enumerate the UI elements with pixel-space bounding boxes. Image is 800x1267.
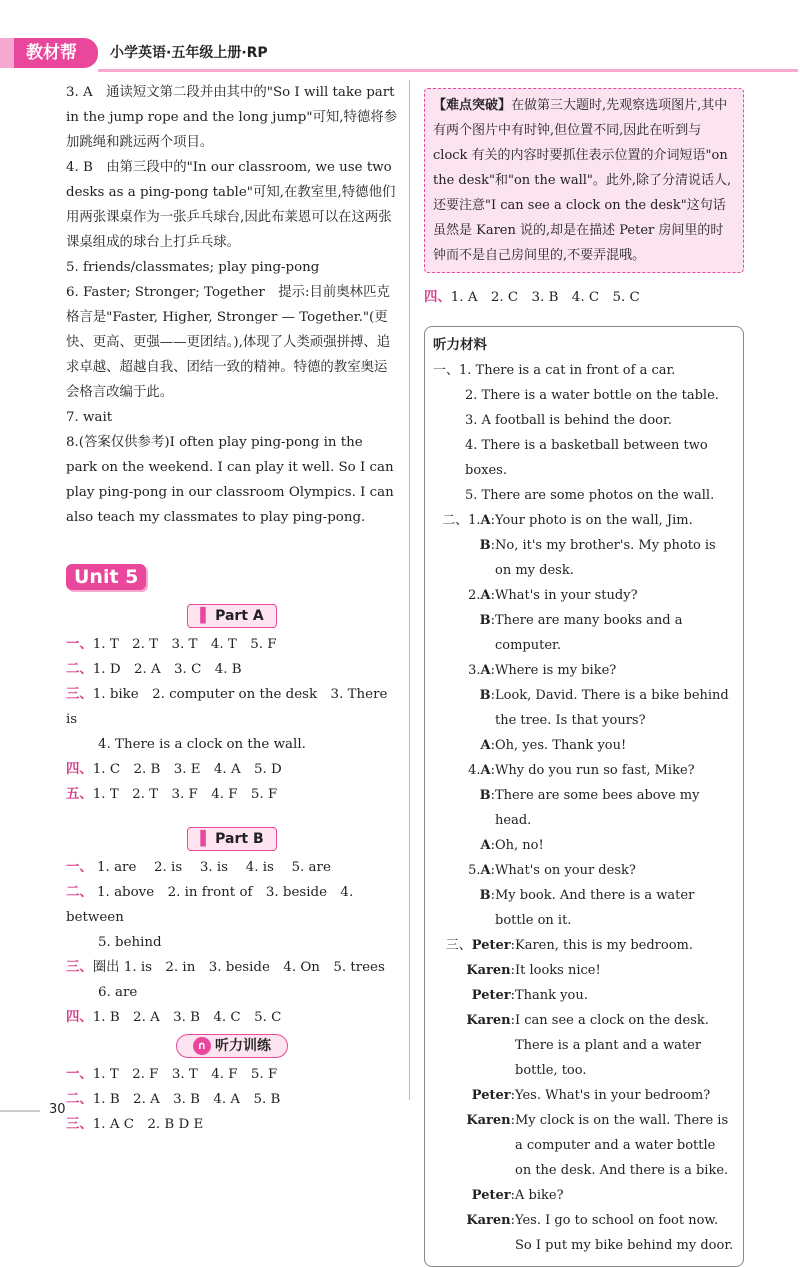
colon: : bbox=[490, 763, 495, 778]
answer-row bbox=[66, 1112, 398, 1137]
dialogue-line bbox=[433, 733, 735, 758]
material-line bbox=[433, 383, 735, 408]
dialogue-label bbox=[433, 833, 495, 858]
answers-list bbox=[66, 80, 398, 530]
dialogue-line bbox=[433, 1008, 735, 1083]
question-number: 3. bbox=[468, 663, 481, 678]
dialogue-label bbox=[433, 858, 495, 883]
section-number: 二、 bbox=[66, 884, 93, 900]
dialogue-label bbox=[433, 1083, 515, 1108]
answer-row bbox=[66, 757, 398, 782]
left-column bbox=[66, 80, 398, 1137]
dialogue-label bbox=[433, 658, 495, 683]
section-number: 四、 bbox=[66, 761, 93, 777]
part-a-label: Part A bbox=[215, 608, 264, 624]
colon: : bbox=[510, 963, 515, 978]
dialogue-label bbox=[433, 1008, 515, 1083]
dialogue-line bbox=[433, 883, 735, 933]
speaker: B bbox=[479, 538, 491, 553]
part-a-title bbox=[187, 604, 277, 628]
answer-text: 1. C 2. B 3. E 4. A 5. D bbox=[92, 762, 282, 777]
answer-item: 5. friends/classmates; play ping-pong bbox=[66, 260, 320, 275]
book-title: 小学英语·五年级上册·RP bbox=[110, 45, 268, 61]
dialogue-label bbox=[433, 783, 495, 833]
dialogue-line bbox=[433, 1208, 735, 1258]
listening-material-title: 听力材料 bbox=[433, 337, 487, 353]
speaker: A bbox=[480, 838, 491, 853]
dialogue-line bbox=[433, 783, 735, 833]
listening-answers bbox=[66, 1062, 398, 1137]
footer-rule bbox=[0, 1110, 40, 1112]
flag-icon: ▌ bbox=[200, 831, 212, 847]
section-number: 一、 bbox=[433, 363, 460, 378]
speaker: A bbox=[480, 513, 491, 528]
question-number: 5. bbox=[468, 863, 481, 878]
dialogue-text: My clock is on the wall. There is a computer and a water bottle on the desk. And there is a bike. bbox=[515, 1113, 729, 1178]
speaker: Karen bbox=[466, 1013, 511, 1028]
dialogue-line bbox=[433, 683, 735, 733]
dialogue-line bbox=[433, 1183, 735, 1208]
dialogue-label bbox=[433, 733, 495, 758]
colon: : bbox=[510, 1088, 515, 1103]
answer-text: 1. above 2. in front of 3. beside 4. between bbox=[66, 885, 354, 925]
answer-row bbox=[66, 930, 398, 955]
right-column bbox=[424, 88, 744, 1267]
dialogue-text: It looks nice! bbox=[515, 963, 601, 978]
dialogue-label bbox=[433, 683, 495, 733]
colon: : bbox=[510, 1113, 515, 1128]
speaker: A bbox=[480, 663, 491, 678]
answer-text: 1. T 2. F 3. T 4. F 5. F bbox=[92, 1067, 278, 1082]
answer-text: 1. D 2. A 3. C 4. B bbox=[92, 662, 242, 677]
colon: : bbox=[490, 663, 495, 678]
material-text: 3. A football is behind the door. bbox=[465, 413, 672, 428]
dialogue-text: Thank you. bbox=[515, 988, 588, 1003]
dialogue-text: Your photo is on the wall, Jim. bbox=[495, 513, 693, 528]
material-text: 1. There is a cat in front of a car. bbox=[459, 363, 676, 378]
colon: : bbox=[490, 588, 495, 603]
answer-row bbox=[66, 632, 398, 657]
part-b-title bbox=[187, 827, 277, 851]
answer-text: 4. There is a clock on the wall. bbox=[98, 737, 306, 752]
section-number: 一、 bbox=[66, 1066, 93, 1082]
section-number: 五、 bbox=[66, 786, 93, 802]
colon: : bbox=[490, 788, 495, 803]
answer-item: 4. B 由第三段中的"In our classroom, we use two desks as a ping-pong table"可知,在教室里,特德他们用两张课桌作为一张乒乓球台,因此布莱恩可以在这两张课桌组成的球台上打乒乓球。 bbox=[66, 160, 396, 250]
speaker: Karen bbox=[466, 963, 511, 978]
dialogue-text: A bike? bbox=[515, 1188, 564, 1203]
part-b-answers bbox=[66, 855, 398, 1030]
dialogue-label bbox=[433, 1108, 515, 1183]
brand-logo: 教材帮 bbox=[0, 38, 98, 68]
answer-text: 1. T 2. T 3. T 4. T 5. F bbox=[92, 637, 277, 652]
answer-row bbox=[66, 682, 398, 732]
section-number: 二、 bbox=[442, 513, 469, 528]
dialogue-line bbox=[433, 933, 735, 958]
dialogue-line bbox=[433, 758, 735, 783]
speaker: A bbox=[480, 763, 491, 778]
header-rule bbox=[98, 69, 798, 72]
dialogue-text: What's in your study? bbox=[495, 588, 638, 603]
speaker: A bbox=[480, 738, 491, 753]
listening-material-box bbox=[424, 326, 744, 1267]
answer-item: 6. Faster; Stronger; Together 提示:目前奥林匹克格言是"Faster, Higher, Stronger — Together."(更快、更高、更强——更团结。),体现了人类顽强拼搏、追求卓越、超越自我、团结一致的精神。特德的教室奥运会格言改编于此。 bbox=[66, 285, 391, 400]
speaker: B bbox=[479, 888, 491, 903]
dialogue-text: Why do you run so fast, Mike? bbox=[495, 763, 695, 778]
answer-text: 1. T 2. T 3. F 4. F 5. F bbox=[92, 787, 278, 802]
speaker: Peter bbox=[471, 1188, 511, 1203]
dialogue-text: My book. And there is a water bottle on it. bbox=[495, 888, 695, 928]
question-number: 1. bbox=[468, 513, 481, 528]
dialogue-line bbox=[433, 1108, 735, 1183]
dialogue-label bbox=[433, 1208, 515, 1258]
speaker: B bbox=[479, 788, 491, 803]
material-text: 5. There are some photos on the wall. bbox=[465, 488, 715, 503]
speaker: Karen bbox=[466, 1113, 511, 1128]
dialogue-line bbox=[433, 658, 735, 683]
section-number: 二、 bbox=[66, 661, 93, 677]
dialogue-label bbox=[433, 933, 515, 958]
dialogue-line bbox=[433, 508, 735, 533]
listening-title bbox=[176, 1034, 288, 1058]
answer-row bbox=[66, 855, 398, 880]
dialogue-text: Yes. What's in your bedroom? bbox=[515, 1088, 711, 1103]
answer-row bbox=[66, 880, 398, 930]
answer-row bbox=[66, 782, 398, 807]
dialogue-text: There are many books and a computer. bbox=[495, 613, 683, 653]
dialogue-text: Karen, this is my bedroom. bbox=[515, 938, 693, 953]
section-number: 三、 bbox=[66, 959, 93, 975]
answer-text: 1. A C 2. B D E bbox=[92, 1117, 204, 1132]
answer-text: 5. behind bbox=[98, 935, 162, 950]
part-a-answers bbox=[66, 632, 398, 807]
speaker: B bbox=[479, 613, 491, 628]
dialogue-text: Where is my bike? bbox=[495, 663, 617, 678]
colon: : bbox=[510, 1213, 515, 1228]
column-divider bbox=[409, 80, 410, 1100]
speaker: Peter bbox=[471, 938, 511, 953]
material-text: 2. There is a water bottle on the table. bbox=[465, 388, 719, 403]
dialogue-line bbox=[433, 833, 735, 858]
dialogue-text: Look, David. There is a bike behind the tree. Is that yours? bbox=[495, 688, 729, 728]
answer-text: 圈出 1. is 2. in 3. beside 4. On 5. trees bbox=[92, 960, 385, 975]
dialogue-line bbox=[433, 958, 735, 983]
section-number: 四、 bbox=[66, 1009, 93, 1025]
tip-title: 【难点突破】 bbox=[433, 98, 512, 113]
answer-row bbox=[66, 980, 398, 1005]
dialogue-line bbox=[433, 608, 735, 658]
speaker: B bbox=[479, 688, 491, 703]
dialogue-label bbox=[433, 608, 495, 658]
colon: : bbox=[490, 863, 495, 878]
answer-text: 1. A 2. C 3. B 4. C 5. C bbox=[450, 290, 640, 305]
material-line bbox=[433, 358, 735, 383]
material-line bbox=[433, 408, 735, 433]
answer-row bbox=[66, 955, 398, 980]
dialogue-line bbox=[433, 533, 735, 583]
page-header bbox=[0, 38, 800, 74]
dialogue-text: I can see a clock on the desk. There is a plant and a water bottle, too. bbox=[515, 1013, 709, 1078]
dialogue-text: There are some bees above my head. bbox=[495, 788, 700, 828]
material-line bbox=[433, 433, 735, 483]
dialogue-label bbox=[433, 508, 495, 533]
answer-four bbox=[424, 285, 744, 310]
page-number: 30 bbox=[49, 1102, 66, 1117]
answer-text: 6. are bbox=[98, 985, 138, 1000]
flag-icon: ▌ bbox=[200, 608, 212, 624]
answer-text: 1. are 2. is 3. is 4. is 5. are bbox=[92, 860, 331, 875]
dialogue-text: Oh, no! bbox=[495, 838, 544, 853]
answer-row bbox=[66, 1087, 398, 1112]
material-text: 4. There is a basketball between two boxes. bbox=[465, 438, 708, 478]
colon: : bbox=[490, 888, 495, 903]
colon: : bbox=[490, 838, 495, 853]
dialogue-label bbox=[433, 758, 495, 783]
question-number: 4. bbox=[468, 763, 481, 778]
speaker: A bbox=[480, 588, 491, 603]
section-number: 一、 bbox=[66, 859, 93, 875]
section-number: 四、 bbox=[424, 289, 451, 305]
material-part-3 bbox=[433, 933, 735, 1258]
tip-box bbox=[424, 88, 744, 273]
headphones-icon: ∩ bbox=[193, 1037, 211, 1055]
answer-text: 1. B 2. A 3. B 4. C 5. C bbox=[92, 1010, 282, 1025]
answer-text: 1. bike 2. computer on the desk 3. There is bbox=[66, 687, 388, 727]
answer-row bbox=[66, 657, 398, 682]
dialogue-label bbox=[433, 533, 495, 583]
question-number: 2. bbox=[468, 588, 481, 603]
answer-row bbox=[66, 1062, 398, 1087]
speaker: Karen bbox=[466, 1213, 511, 1228]
colon: : bbox=[490, 513, 495, 528]
dialogue-label bbox=[433, 958, 515, 983]
colon: : bbox=[490, 613, 495, 628]
material-line bbox=[433, 483, 735, 508]
colon: : bbox=[510, 938, 515, 953]
section-number: 三、 bbox=[66, 1116, 93, 1132]
answer-row bbox=[66, 732, 398, 757]
material-part-2 bbox=[433, 508, 735, 933]
colon: : bbox=[510, 1188, 515, 1203]
dialogue-line bbox=[433, 1083, 735, 1108]
dialogue-label bbox=[433, 583, 495, 608]
dialogue-text: What's on your desk? bbox=[495, 863, 636, 878]
tip-text: 在做第三大题时,先观察选项图片,其中有两个图片中有时钟,但位置不同,因此在听到与 clock 有关的内容时要抓住表示位置的介词短语"on the desk"和"on the wall"。此外,除了分清说话人,还要注意"I can see a clock on the desk"这句话虽然是 Karen 说的,却是在描述 Peter 房间里的时钟而不是自己房间里的,不要弄混哦。 bbox=[433, 98, 732, 263]
dialogue-label bbox=[433, 883, 495, 933]
colon: : bbox=[510, 1013, 515, 1028]
speaker: Peter bbox=[471, 1088, 511, 1103]
section-number: 三、 bbox=[66, 686, 93, 702]
material-part-1 bbox=[433, 358, 735, 508]
answer-item: 3. A 通读短文第二段并由其中的"So I will take part in the jump rope and the long jump"可知,特德将参加跳绳和跳远两个项目。 bbox=[66, 85, 398, 150]
dialogue-text: No, it's my brother's. My photo is on my desk. bbox=[495, 538, 716, 578]
dialogue-line bbox=[433, 583, 735, 608]
dialogue-label bbox=[433, 1183, 515, 1208]
unit-title: Unit 5 bbox=[66, 564, 146, 590]
answer-item: 8.(答案仅供参考)I often play ping-pong in the park on the weekend. I can play it well. So I can play ping-pong in our classroom Olympics. I can also teach my classmates to play ping-pong. bbox=[66, 435, 394, 525]
section-number: 一、 bbox=[66, 636, 93, 652]
answer-row bbox=[66, 1005, 398, 1030]
section-number: 二、 bbox=[66, 1091, 93, 1107]
colon: : bbox=[490, 688, 495, 703]
dialogue-label bbox=[433, 983, 515, 1008]
part-b-label: Part B bbox=[215, 831, 264, 847]
colon: : bbox=[510, 988, 515, 1003]
speaker: Peter bbox=[471, 988, 511, 1003]
section-number: 三、 bbox=[445, 938, 472, 953]
colon: : bbox=[490, 738, 495, 753]
listening-label: 听力训练 bbox=[215, 1038, 271, 1054]
dialogue-line bbox=[433, 858, 735, 883]
dialogue-text: Oh, yes. Thank you! bbox=[495, 738, 627, 753]
answer-text: 1. B 2. A 3. B 4. A 5. B bbox=[92, 1092, 281, 1107]
dialogue-line bbox=[433, 983, 735, 1008]
colon: : bbox=[490, 538, 495, 553]
dialogue-text: Yes. I go to school on foot now. So I put my bike behind my door. bbox=[515, 1213, 734, 1253]
speaker: A bbox=[480, 863, 491, 878]
answer-item: 7. wait bbox=[66, 410, 113, 425]
